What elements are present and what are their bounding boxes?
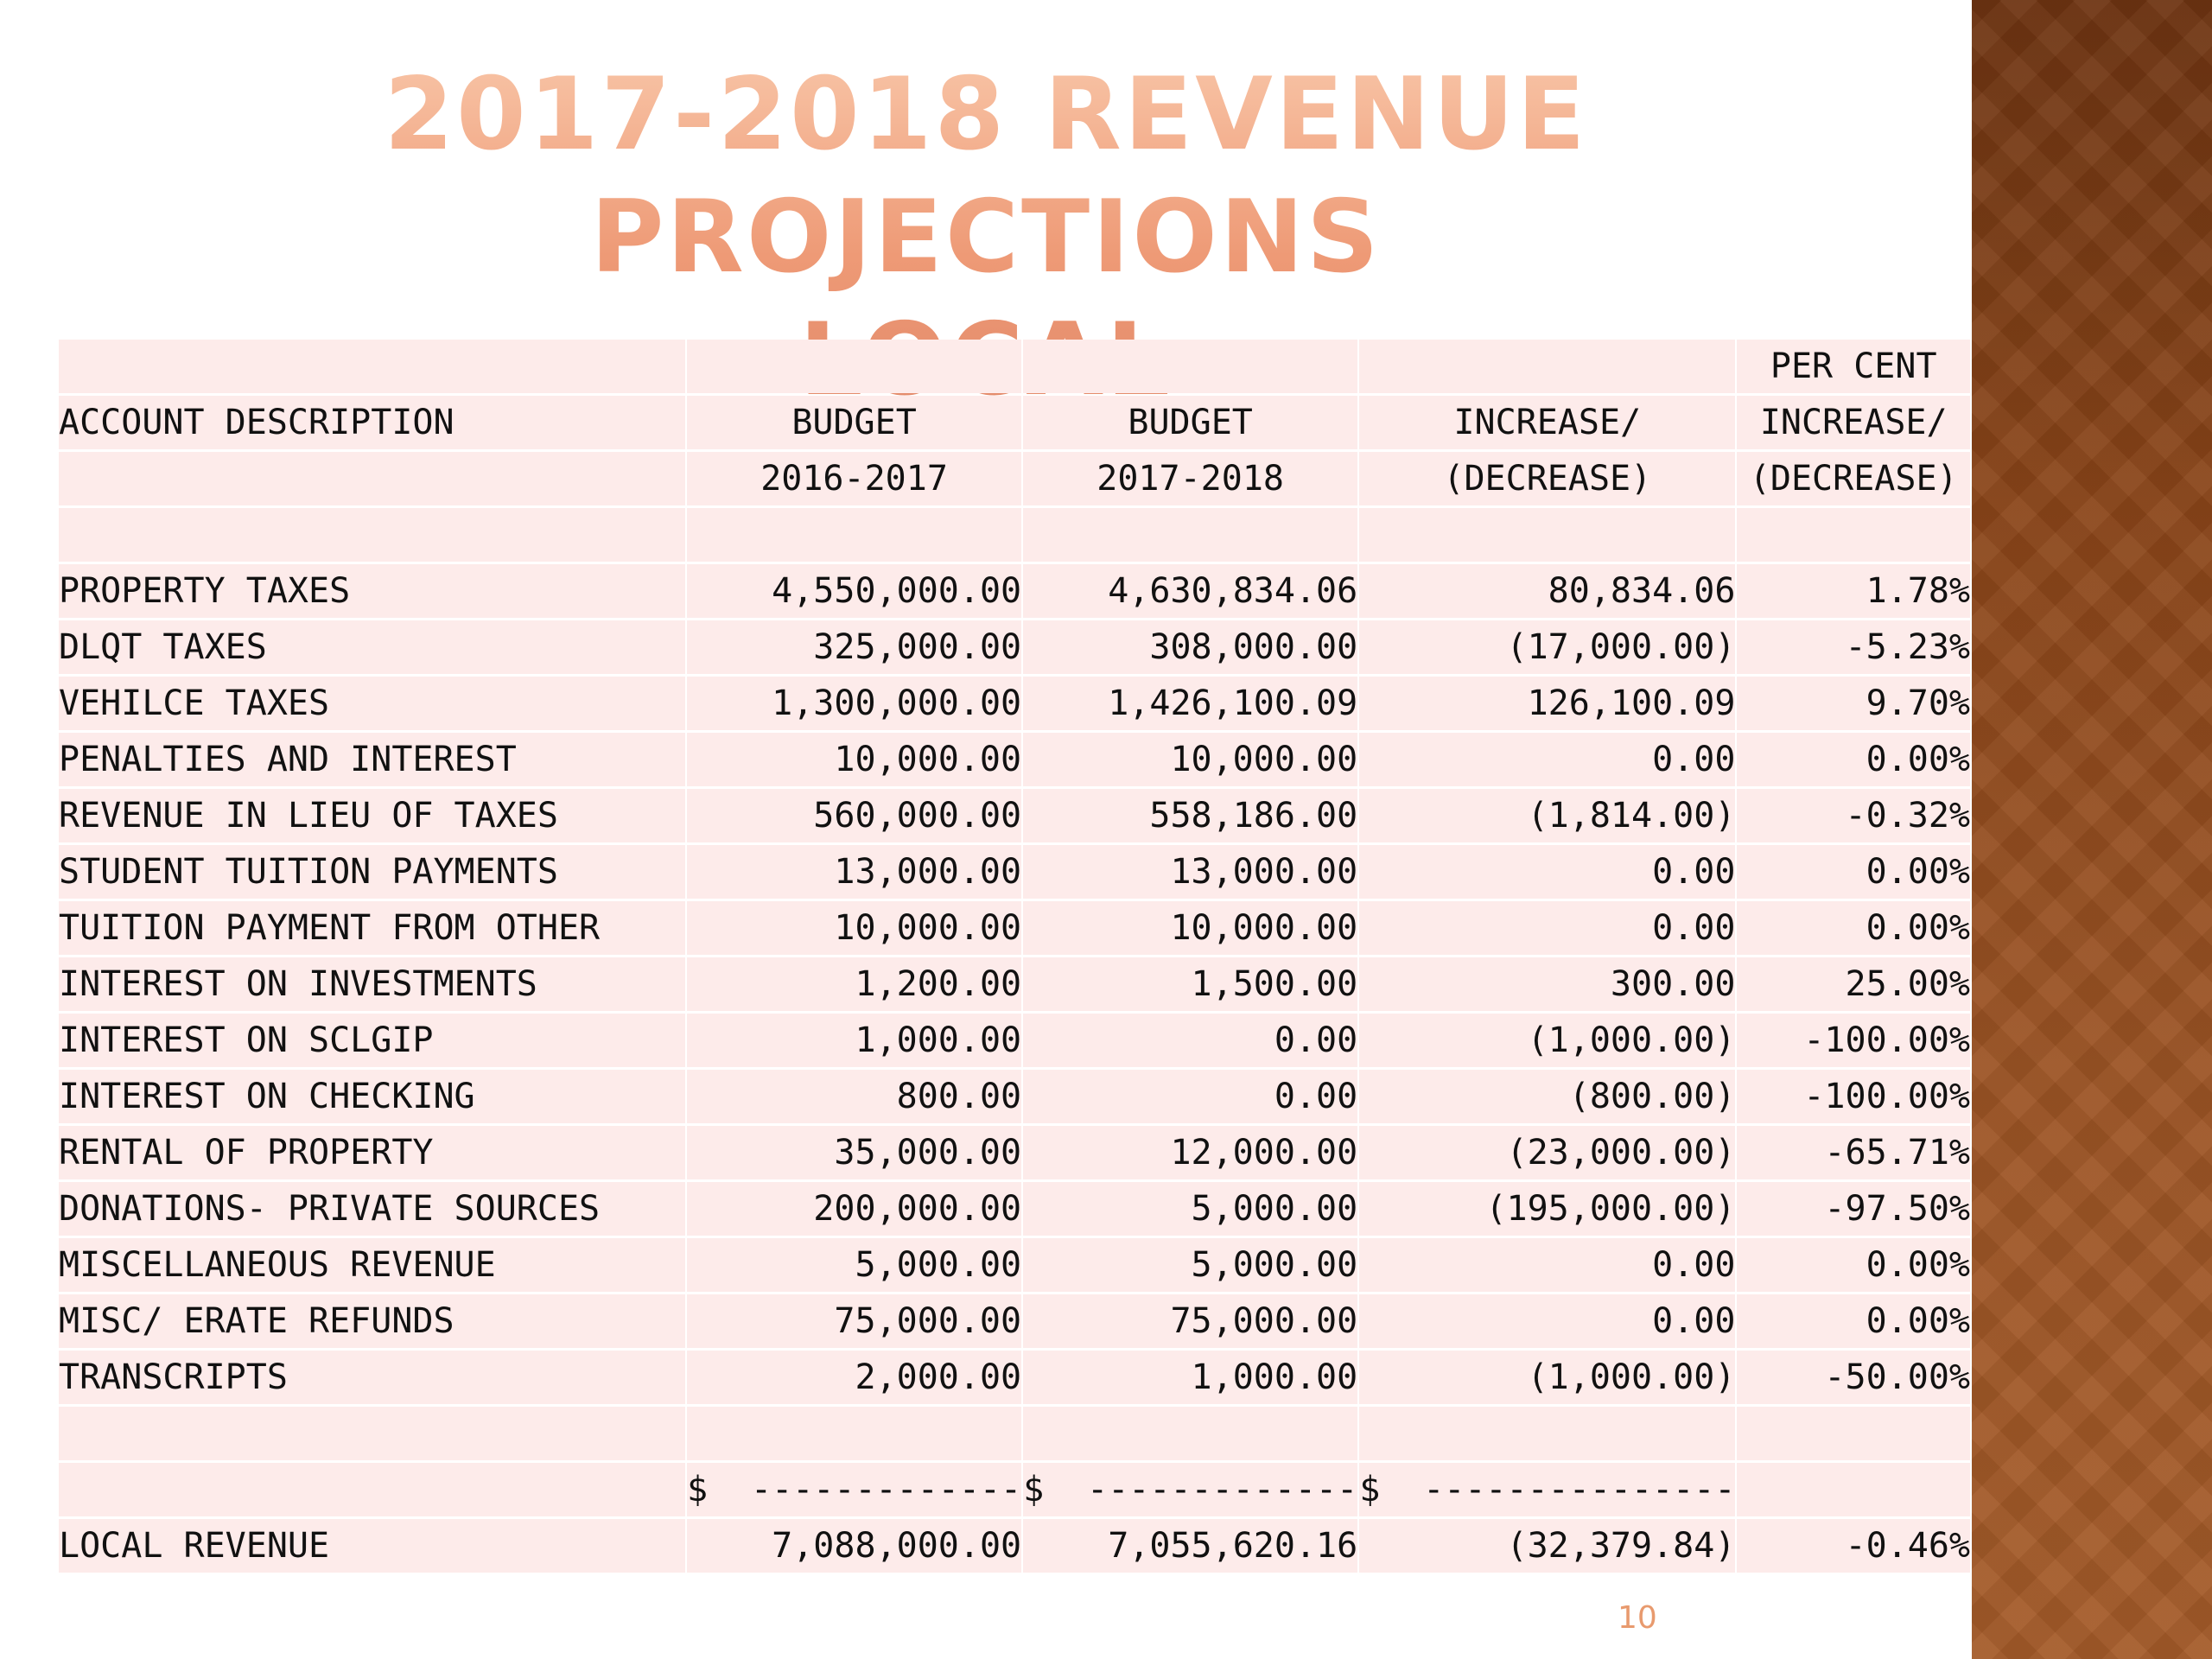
total-increase-decrease: (32,379.84) (1359, 1519, 1735, 1573)
empty-cell (1737, 508, 1970, 562)
total-description: LOCAL REVENUE (59, 1519, 685, 1573)
dollar-sign: $ (687, 1470, 709, 1510)
percent-change: -50.00% (1737, 1351, 1970, 1404)
header-row-1 (59, 340, 1970, 393)
budget-2017-2018: 5,000.00 (1023, 1182, 1357, 1236)
budget-2016-2017: 1,200.00 (687, 957, 1021, 1011)
empty-cell (1023, 508, 1357, 562)
table-row (59, 1182, 1970, 1236)
budget-2016-2017: 200,000.00 (687, 1182, 1021, 1236)
table-row (59, 789, 1970, 842)
percent-change: 0.00% (1737, 845, 1970, 899)
table-row (59, 1351, 1970, 1404)
empty-cell (1359, 508, 1735, 562)
dollar-sign: $ (1359, 1470, 1381, 1510)
increase-decrease: 126,100.09 (1359, 677, 1735, 730)
header-cell (59, 340, 685, 393)
percent-change: 0.00% (1737, 733, 1970, 786)
empty-cell (1737, 1407, 1970, 1460)
header-cell: BUDGET (687, 396, 1021, 449)
increase-decrease: 80,834.06 (1359, 564, 1735, 618)
header-cell: BUDGET (1023, 396, 1357, 449)
page-number: 10 (1618, 1600, 1657, 1636)
budget-2016-2017: 800.00 (687, 1070, 1021, 1123)
separator-cell (1023, 1463, 1357, 1516)
total-budget-2016-2017: 7,088,000.00 (687, 1519, 1021, 1573)
header-cell: 2016-2017 (687, 452, 1021, 505)
increase-decrease: (23,000.00) (1359, 1126, 1735, 1179)
increase-decrease: 300.00 (1359, 957, 1735, 1011)
increase-decrease: (195,000.00) (1359, 1182, 1735, 1236)
table-row (59, 1126, 1970, 1179)
empty-cell (687, 1407, 1021, 1460)
title-line-1: 2017-2018 REVENUE PROJECTIONS (384, 56, 1588, 296)
increase-decrease: 0.00 (1359, 1294, 1735, 1348)
budget-2016-2017: 10,000.00 (687, 901, 1021, 955)
percent-change: 9.70% (1737, 677, 1970, 730)
separator-row (59, 1463, 1970, 1516)
table-row (59, 1238, 1970, 1292)
empty-cell (1737, 1463, 1970, 1516)
total-budget-2017-2018: 7,055,620.16 (1023, 1519, 1357, 1573)
percent-change: -5.23% (1737, 620, 1970, 674)
table-row (59, 564, 1970, 618)
budget-2017-2018: 0.00 (1023, 1070, 1357, 1123)
empty-cell (59, 508, 685, 562)
budget-2016-2017: 13,000.00 (687, 845, 1021, 899)
spacer-row (59, 508, 1970, 562)
budget-2017-2018: 1,000.00 (1023, 1351, 1357, 1404)
percent-change: -0.32% (1737, 789, 1970, 842)
budget-2017-2018: 308,000.00 (1023, 620, 1357, 674)
header-cell (59, 452, 685, 505)
decorative-side-band (1972, 0, 2212, 1659)
budget-2017-2018: 10,000.00 (1023, 901, 1357, 955)
account-description: VEHILCE TAXES (59, 677, 685, 730)
total-row (59, 1519, 1970, 1573)
account-description: MISCELLANEOUS REVENUE (59, 1238, 685, 1292)
table-row (59, 1070, 1970, 1123)
header-cell (687, 340, 1021, 393)
revenue-table (57, 337, 1972, 1575)
account-description: PENALTIES AND INTEREST (59, 733, 685, 786)
budget-2017-2018: 1,500.00 (1023, 957, 1357, 1011)
table-row (59, 845, 1970, 899)
account-description: DONATIONS- PRIVATE SOURCES (59, 1182, 685, 1236)
budget-2017-2018: 12,000.00 (1023, 1126, 1357, 1179)
budget-2016-2017: 5,000.00 (687, 1238, 1021, 1292)
budget-2017-2018: 75,000.00 (1023, 1294, 1357, 1348)
dash-line: ------------- (751, 1470, 1022, 1510)
budget-2017-2018: 5,000.00 (1023, 1238, 1357, 1292)
header-cell: 2017-2018 (1023, 452, 1357, 505)
percent-change: -65.71% (1737, 1126, 1970, 1179)
header-cell: (DECREASE) (1359, 452, 1735, 505)
percent-change: -100.00% (1737, 1070, 1970, 1123)
budget-2016-2017: 75,000.00 (687, 1294, 1021, 1348)
budget-2017-2018: 10,000.00 (1023, 733, 1357, 786)
budget-2016-2017: 4,550,000.00 (687, 564, 1021, 618)
percent-change: 0.00% (1737, 901, 1970, 955)
separator-cell (1359, 1463, 1735, 1516)
header-cell (1359, 340, 1735, 393)
header-cell: PER CENT (1737, 340, 1970, 393)
account-description: INTEREST ON CHECKING (59, 1070, 685, 1123)
budget-2017-2018: 4,630,834.06 (1023, 564, 1357, 618)
increase-decrease: (17,000.00) (1359, 620, 1735, 674)
budget-2016-2017: 10,000.00 (687, 733, 1021, 786)
increase-decrease: (1,000.00) (1359, 1014, 1735, 1067)
account-description: TRANSCRIPTS (59, 1351, 685, 1404)
account-description: INTEREST ON INVESTMENTS (59, 957, 685, 1011)
spacer-row (59, 1407, 1970, 1460)
header-row-3 (59, 452, 1970, 505)
budget-2017-2018: 1,426,100.09 (1023, 677, 1357, 730)
increase-decrease: (1,814.00) (1359, 789, 1735, 842)
account-description: PROPERTY TAXES (59, 564, 685, 618)
percent-change: -97.50% (1737, 1182, 1970, 1236)
dollar-sign: $ (1023, 1470, 1045, 1510)
percent-change: 0.00% (1737, 1238, 1970, 1292)
budget-2016-2017: 1,000.00 (687, 1014, 1021, 1067)
header-cell: INCREASE/ (1359, 396, 1735, 449)
account-description: STUDENT TUITION PAYMENTS (59, 845, 685, 899)
empty-cell (687, 508, 1021, 562)
budget-2017-2018: 13,000.00 (1023, 845, 1357, 899)
budget-2017-2018: 0.00 (1023, 1014, 1357, 1067)
header-cell: (DECREASE) (1737, 452, 1970, 505)
increase-decrease: (800.00) (1359, 1070, 1735, 1123)
increase-decrease: 0.00 (1359, 733, 1735, 786)
empty-cell (1023, 1407, 1357, 1460)
percent-change: 25.00% (1737, 957, 1970, 1011)
account-description: MISC/ ERATE REFUNDS (59, 1294, 685, 1348)
table-row (59, 957, 1970, 1011)
dash-line: --------------- (1423, 1470, 1736, 1510)
empty-cell (1359, 1407, 1735, 1460)
table-row (59, 733, 1970, 786)
percent-change: 0.00% (1737, 1294, 1970, 1348)
percent-change: -100.00% (1737, 1014, 1970, 1067)
total-percent-change: -0.46% (1737, 1519, 1970, 1573)
account-description: DLQT TAXES (59, 620, 685, 674)
table-row (59, 901, 1970, 955)
separator-cell (687, 1463, 1021, 1516)
percent-change: 1.78% (1737, 564, 1970, 618)
budget-2016-2017: 560,000.00 (687, 789, 1021, 842)
table-row (59, 677, 1970, 730)
table-row (59, 620, 1970, 674)
dash-line: ------------- (1087, 1470, 1358, 1510)
empty-cell (59, 1463, 685, 1516)
table-row (59, 1294, 1970, 1348)
account-description: INTEREST ON SCLGIP (59, 1014, 685, 1067)
budget-2017-2018: 558,186.00 (1023, 789, 1357, 842)
increase-decrease: 0.00 (1359, 845, 1735, 899)
account-description: TUITION PAYMENT FROM OTHER (59, 901, 685, 955)
increase-decrease: 0.00 (1359, 1238, 1735, 1292)
empty-cell (59, 1407, 685, 1460)
account-description: REVENUE IN LIEU OF TAXES (59, 789, 685, 842)
header-cell: INCREASE/ (1737, 396, 1970, 449)
increase-decrease: 0.00 (1359, 901, 1735, 955)
account-description: RENTAL OF PROPERTY (59, 1126, 685, 1179)
table-row (59, 1014, 1970, 1067)
increase-decrease: (1,000.00) (1359, 1351, 1735, 1404)
budget-2016-2017: 1,300,000.00 (687, 677, 1021, 730)
header-cell: ACCOUNT DESCRIPTION (59, 396, 685, 449)
budget-2016-2017: 325,000.00 (687, 620, 1021, 674)
budget-2016-2017: 35,000.00 (687, 1126, 1021, 1179)
header-row-2 (59, 396, 1970, 449)
header-cell (1023, 340, 1357, 393)
budget-2016-2017: 2,000.00 (687, 1351, 1021, 1404)
data-rows (59, 564, 1970, 1404)
